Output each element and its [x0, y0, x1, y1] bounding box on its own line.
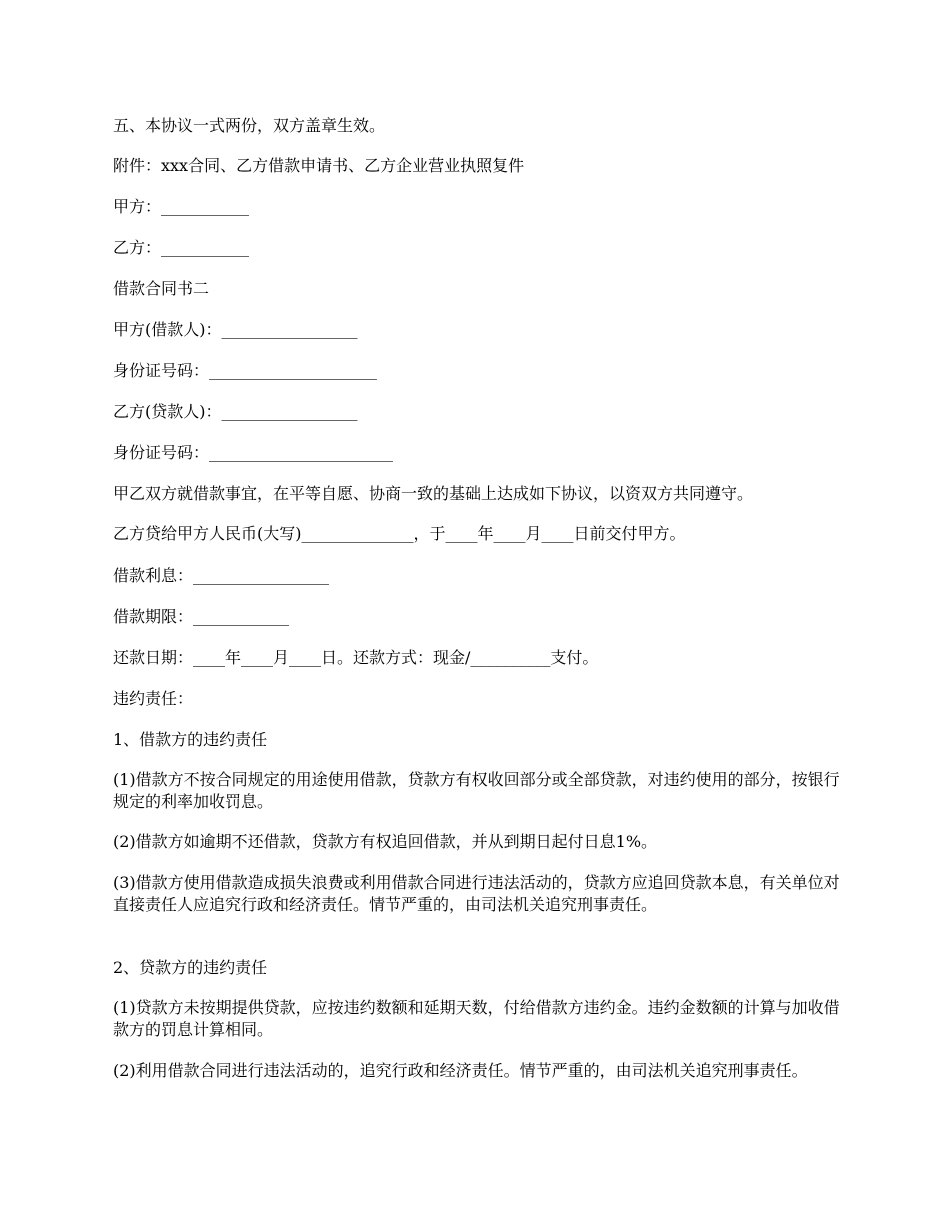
lender-field: 乙方(贷款人)：_________________	[113, 402, 358, 421]
breach-heading: 违约责任：	[113, 689, 194, 708]
borrower-breach-item-1: (1)借款方不按合同规定的用途使用借款，贷款方有权收回部分或全部贷款，对违约使用的部分，按银行规定的利率加收罚息。	[113, 770, 840, 811]
agreement-intro: 甲乙双方就借款事宜，在平等自愿、协商一致的基础上达成如下协议，以资双方共同遵守。	[113, 484, 754, 503]
loan-interest-field: 借款利息：_________________	[113, 566, 330, 585]
loan-term-field: 借款期限：____________	[113, 607, 290, 626]
contract-two-title: 借款合同书二	[113, 279, 210, 298]
lender-id-field: 身份证号码：_______________________	[113, 443, 394, 462]
party-a-signature: 甲方：___________	[113, 197, 250, 216]
attachments-line: 附件：xxx合同、乙方借款申请书、乙方企业营业执照复件	[113, 156, 525, 175]
borrower-breach-heading: 1、借款方的违约责任	[113, 730, 268, 749]
repayment-date-line: 还款日期：____年____月____日。还款方式：现金/__________支付。	[113, 648, 599, 667]
borrower-id-field: 身份证号码：_____________________	[113, 361, 378, 380]
lender-breach-heading: 2、贷款方的违约责任	[113, 958, 268, 977]
borrower-field: 甲方(借款人)：_________________	[113, 320, 358, 339]
clause-five: 五、本协议一式两份，双方盖章生效。	[113, 116, 386, 135]
lender-breach-item-2: (2)利用借款合同进行违法活动的，追究行政和经济责任。情节严重的，由司法机关追究刑事责任。	[113, 1061, 808, 1080]
borrower-breach-item-3: (3)借款方使用借款造成损失浪费或利用借款合同进行违法活动的，贷款方应追回贷款本息，有关单位对直接责任人应追究行政和经济责任。情节严重的，由司法机关追究刑事责任。	[113, 873, 840, 914]
lender-breach-item-1: (1)贷款方未按期提供贷款，应按违约数额和延期天数，付给借款方违约金。违约金数额的计算与加收借款方的罚息计算相同。	[113, 998, 840, 1039]
loan-amount-line: 乙方贷给甲方人民币(大写)______________，于____年____月____日前交付甲方。	[113, 524, 686, 543]
party-b-signature: 乙方：___________	[113, 238, 250, 257]
borrower-breach-item-2: (2)借款方如逾期不还借款，贷款方有权追回借款，并从到期日起付日息1%。	[113, 832, 658, 851]
